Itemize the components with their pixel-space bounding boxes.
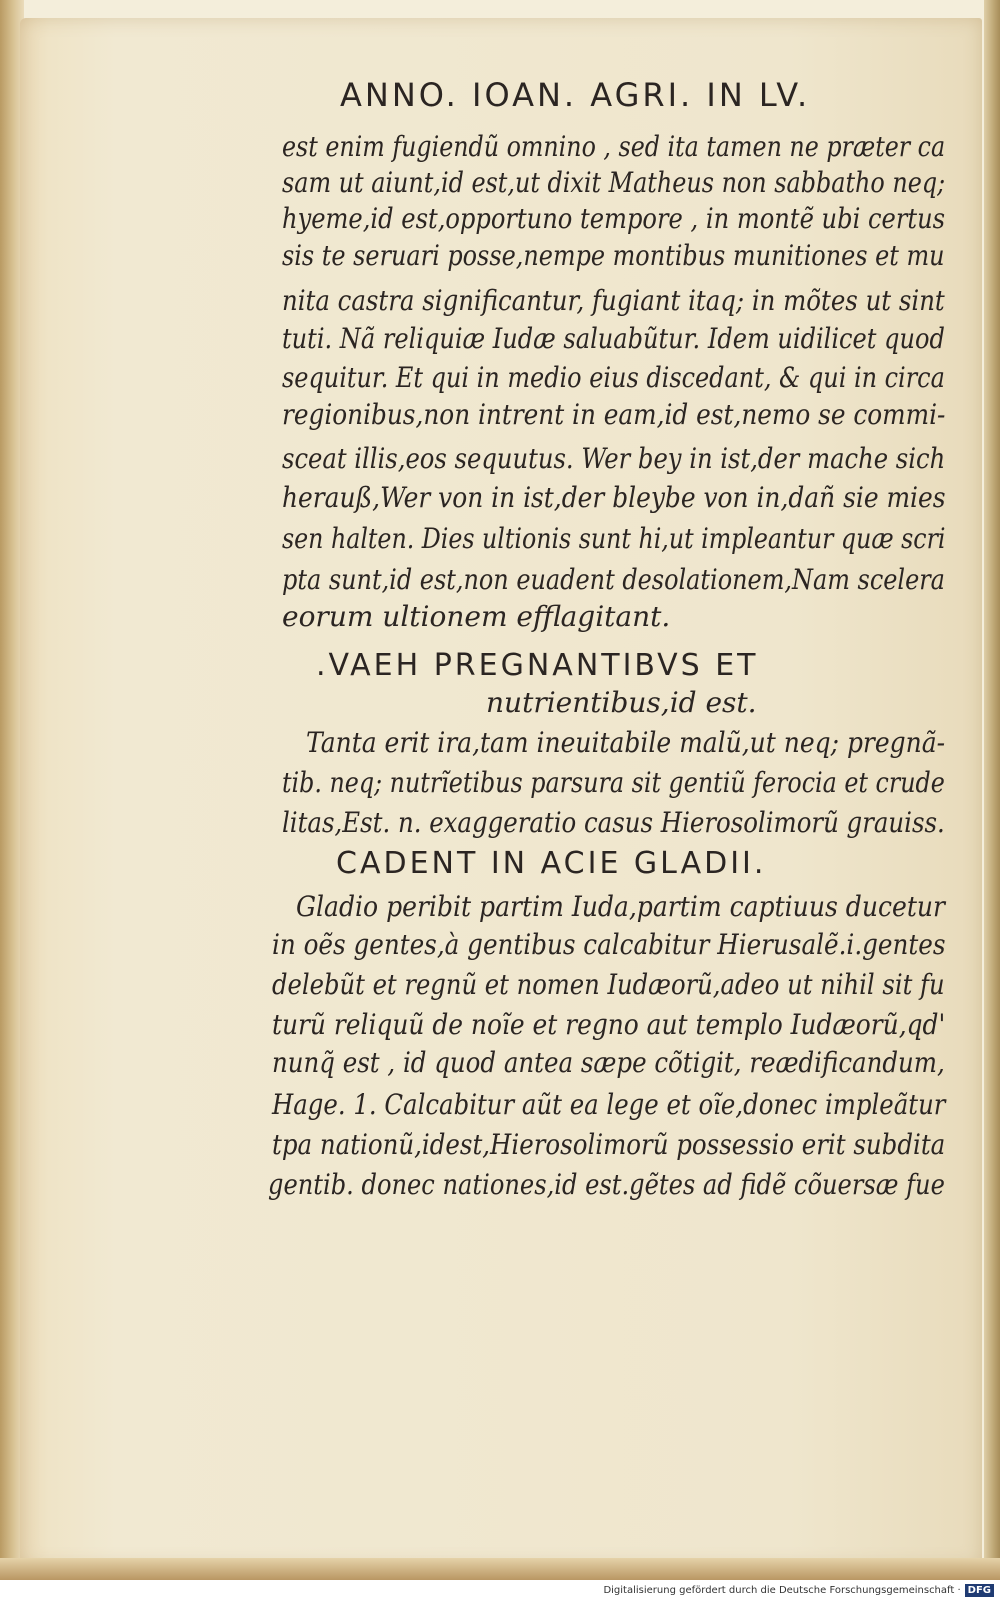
section-heading: CADENT IN ACIE GLADII.: [336, 846, 767, 881]
text-line: delebũt et regnũ et nomen Iudæorũ,adeo ut nihil sit fu: [272, 968, 945, 1001]
text-line: Tanta erit ira,tam ineuitabile malũ,ut neq; pregnã-: [306, 726, 946, 759]
text-line: herauß,Wer von in ist,der bleybe von in,dañ sie mies: [282, 481, 946, 514]
text-line: sam ut aiunt,id est,ut dixit Matheus non sabbatho neq;: [282, 166, 946, 199]
text-line: sequitur. Et qui in medio eius discedant, & qui in circa: [282, 361, 945, 394]
text-line: turũ reliquũ de noĩe et regno aut templo Iudæorũ,qd': [272, 1008, 946, 1041]
dfg-logo-icon: DFG: [965, 1584, 994, 1597]
text-line: tuti. Nã reliquiæ Iudæ saluabũtur. Idem uidilicet quod: [282, 322, 945, 355]
text-line: tpa nationũ,idest,Hierosolimorũ possessio erit subdita: [272, 1128, 946, 1161]
text-line: Gladio peribit partim Iuda,partim captiuus ducetur: [296, 890, 946, 923]
text-line: in oẽs gentes,à gentibus calcabitur Hierusalẽ.i.gentes: [272, 928, 946, 961]
text-line: tib. neq; nutrĩetibus parsura sit gentiũ ferocia et crude: [282, 766, 945, 799]
page-edge: [984, 0, 1000, 1580]
text-line: sis te seruari posse,nempe montibus munitiones et mu: [282, 239, 945, 272]
digitization-credit: [603, 1584, 994, 1597]
text-line: pta sunt,id est,non euadent desolationem,Nam scelera: [282, 563, 945, 596]
credit-text: Digitalisierung gefördert durch die Deutsche Forschungsgemeinschaft ·: [603, 1585, 961, 1596]
text-line: nita castra significantur, fugiant itaq; in mõtes ut sint: [282, 284, 945, 317]
running-head: ANNO. IOAN. AGRI. IN LV.: [340, 76, 811, 114]
section-heading-continuation: nutrientibus,id est.: [486, 686, 757, 719]
text-line: litas,Est. n. exaggeratio casus Hierosolimorũ grauiss.: [282, 806, 945, 839]
text-line: regionibus,non intrent in eam,id est,nemo se commi-: [282, 398, 946, 431]
text-line: nunq̃ est , id quod antea sæpe cõtigit, reædificandum,: [272, 1046, 945, 1079]
text-line: gentib. donec nationes,id est.gẽtes ad fidẽ cõuersæ fue: [268, 1168, 945, 1201]
section-heading: .VAEH PREGNANTIBVS ET: [316, 648, 759, 683]
text-line: sceat illis,eos sequutus. Wer bey in ist,der mache sich: [282, 442, 946, 475]
text-line: eorum ultionem efflagitant.: [282, 600, 671, 633]
text-line: est enim fugiendũ omnino , sed ita tamen ne præter ca: [282, 130, 946, 163]
text-line: sen halten. Dies ultionis sunt hi,ut impleantur quæ scri: [282, 522, 946, 555]
text-line: Hage. 1. Calcabitur aũt ea lege et oĩe,donec impleãtur: [272, 1088, 946, 1121]
text-line: hyeme,id est,opportuno tempore , in montẽ ubi certus: [282, 202, 946, 235]
bottom-page-edge: [0, 1558, 1000, 1580]
